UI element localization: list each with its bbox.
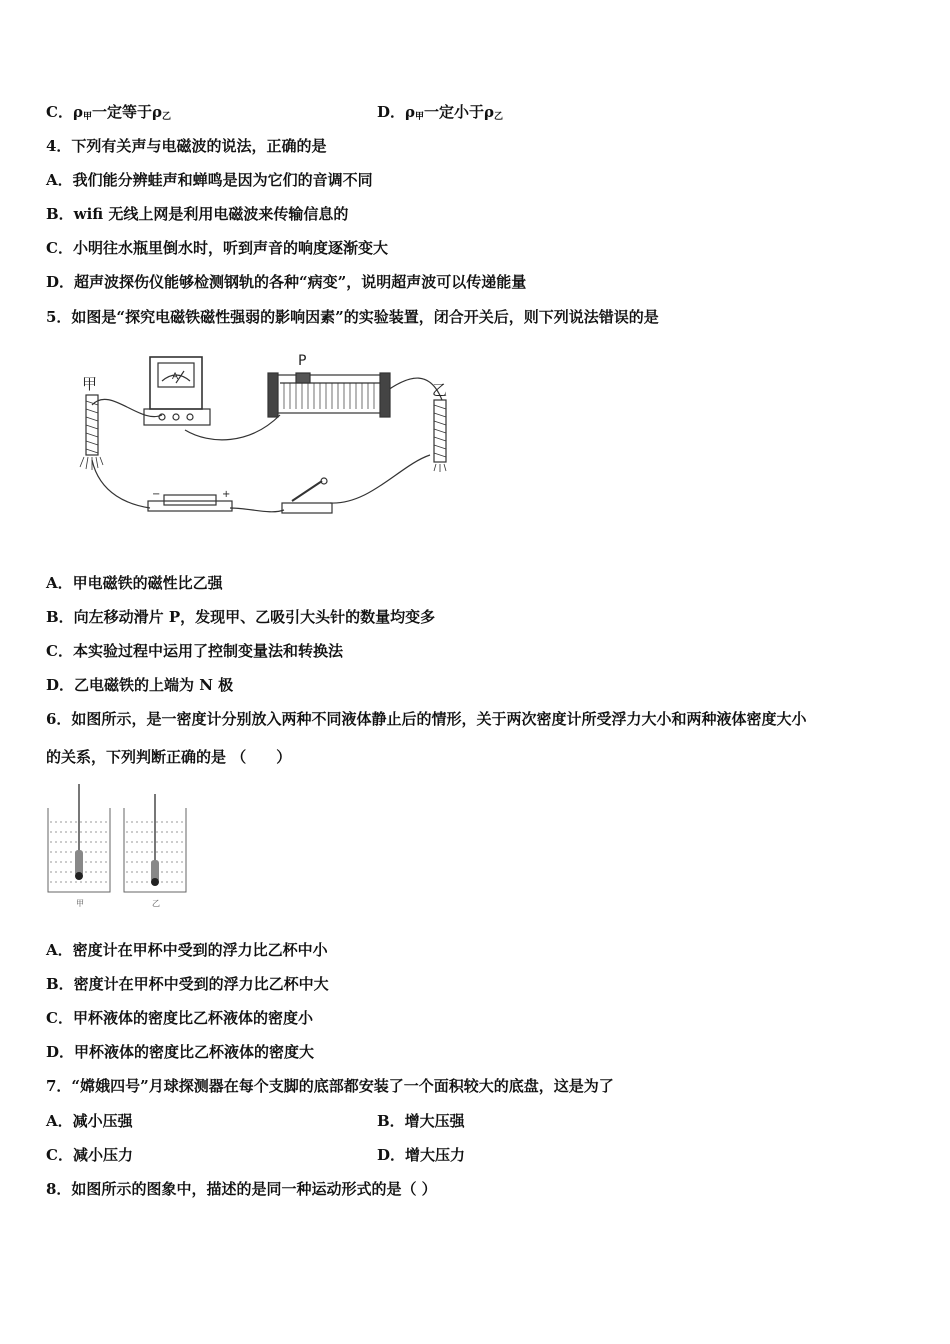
q4-option-a: A．我们能分辨蛙声和蝉鸣是因为它们的音调不同 (46, 171, 373, 189)
q7-option-c: C．减小压力 (46, 1146, 133, 1164)
beaker-left-label: 甲 (76, 899, 84, 908)
electromagnet-circuit-figure (70, 345, 470, 525)
q7-option-b: B．增大压强 (377, 1112, 465, 1130)
q5-option-a: A．甲电磁铁的磁性比乙强 (46, 574, 223, 592)
q4-option-d: D．超声波探伤仪能够检测钢轨的各种“病变”，说明超声波可以传递能量 (46, 273, 527, 291)
q6-option-b: B．密度计在甲杯中受到的浮力比乙杯中大 (46, 975, 329, 993)
q4-option-c: C．小明往水瓶里倒水时，听到声音的响度逐渐变大 (46, 239, 388, 257)
q6-stem-line1: 6．如图所示，是一密度计分别放入两种不同液体静止后的情形，关于两次密度计所受浮力大小和两种液体密度大小 (46, 710, 807, 728)
q8-stem: 8．如图所示的图象中，描述的是同一种运动形式的是（ ） (46, 1180, 437, 1198)
q7-option-d: D．增大压力 (377, 1146, 466, 1164)
electromagnet-right-label: 乙 (432, 381, 448, 399)
q5-option-c: C．本实验过程中运用了控制变量法和转换法 (46, 642, 343, 660)
q4-option-b: B．wifi 无线上网是利用电磁波来传输信息的 (46, 205, 349, 223)
q6-option-a: A．密度计在甲杯中受到的浮力比乙杯中小 (46, 941, 328, 959)
beaker-right-label: 乙 (152, 899, 160, 908)
hydrometer-beakers-figure (44, 780, 194, 910)
q5-option-d: D．乙电磁铁的上端为 N 极 (46, 676, 234, 694)
q3-option-d: D．$\rho_甲$一定小于$\rho_乙$ (377, 103, 504, 122)
q7-stem: 7．“嫦娥四号”月球探测器在每个支脚的底部都安装了一个面积较大的底盘，这是为了 (46, 1077, 614, 1095)
q5-option-b: B．向左移动滑片 P，发现甲、乙吸引大头针的数量均变多 (46, 608, 436, 626)
q6-option-c: C．甲杯液体的密度比乙杯液体的密度小 (46, 1009, 313, 1027)
battery-minus-label: − (152, 489, 161, 500)
q3-option-c: C．$\rho_甲$一定等于$\rho_乙$ (46, 103, 171, 122)
q5-stem: 5．如图是“探究电磁铁磁性强弱的影响因素”的实验装置，闭合开关后，则下列说法错误的是 (46, 308, 659, 326)
ammeter-label: A (172, 372, 179, 382)
q7-option-a: A．减小压强 (46, 1112, 133, 1130)
q6-option-d: D．甲杯液体的密度比乙杯液体的密度大 (46, 1043, 315, 1061)
slider-label: P (298, 353, 307, 369)
q4-stem: 4．下列有关声与电磁波的说法，正确的是 (46, 137, 327, 155)
q6-stem-line2: 的关系，下列判断正确的是 （ ） (46, 748, 292, 766)
battery-plus-label: + (222, 489, 231, 500)
electromagnet-left-label: 甲 (82, 375, 98, 393)
